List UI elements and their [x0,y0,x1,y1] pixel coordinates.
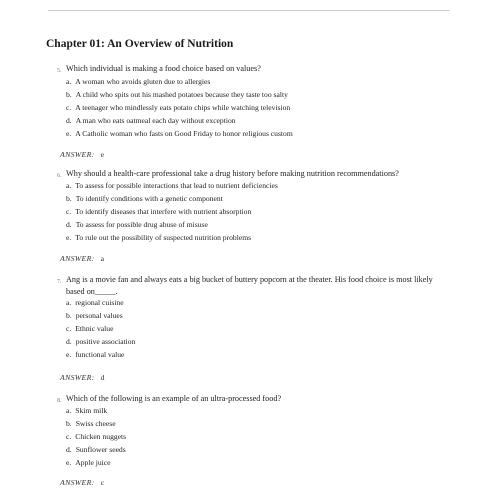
option-letter: b. [66,311,72,320]
chapter-title: Chapter 01: An Overview of Nutrition [46,38,234,50]
option-text: A child who spits out his mashed potatoes because they taste too salty [75,90,288,99]
option-text: To identify conditions with a genetic component [75,194,223,203]
answer-line [60,373,104,382]
answer-option [66,194,223,204]
answer-line [60,478,104,487]
question-text: Ang is a movie fan and always eats a big bucket of buttery popcorn at the theater. His food choice is most likely based on_____. [66,275,433,296]
question-text: Which individual is making a food choice based on values? [66,64,261,73]
answer-option [66,181,278,191]
answer-option [66,445,126,455]
answer-option [66,337,135,347]
answer-option [66,298,124,308]
option-letter: e. [66,350,72,359]
option-letter: b. [66,419,72,428]
answer-line [60,150,104,159]
option-letter: e. [66,233,72,242]
option-letter: a. [66,181,72,190]
option-letter: d. [66,337,72,346]
option-text: To rule out the possibility of suspected nutrition problems [75,233,252,242]
option-text: Chicken nuggets [75,432,127,441]
option-text: Swiss cheese [75,419,116,428]
answer-label: ANSWER: [60,478,95,487]
option-text: A teenager who mindlessly eats potato chips while watching television [75,103,291,112]
answer-value: a [100,254,105,263]
answer-option [66,103,290,113]
option-text: positive association [75,337,136,346]
option-letter: a. [66,298,72,307]
answer-option [66,311,123,321]
option-text: Ethnic value [75,324,114,333]
answer-option [66,77,210,87]
top-divider [48,10,450,11]
option-text: A woman who avoids gluten due to allergies [75,77,211,86]
answer-option [66,129,293,139]
answer-option [66,116,236,126]
answer-option [66,233,251,243]
question-number: 8. [57,398,62,404]
option-letter: e. [66,129,72,138]
question-number: 7. [57,279,62,285]
option-text: To assess for possible drug abuse of misuse [75,220,208,229]
option-letter: d. [66,445,72,454]
option-text: Apple juice [75,458,111,467]
option-letter: c. [66,103,72,112]
option-text: Sunflower seeds [75,445,126,454]
option-letter: d. [66,116,72,125]
option-text: A man who eats oatmeal each day without exception [75,116,236,125]
answer-option [66,406,107,416]
answer-label: ANSWER: [60,373,95,382]
answer-value: c [100,478,105,487]
option-letter: b. [66,90,72,99]
answer-value: e [100,150,105,159]
option-letter: b. [66,194,72,203]
answer-value: d [100,373,105,382]
option-text: regional cuisine [75,298,124,307]
option-text: personal values [75,311,123,320]
option-letter: a. [66,77,72,86]
answer-option [66,350,124,360]
answer-option [66,220,208,230]
option-letter: c. [66,324,72,333]
option-letter: c. [66,432,72,441]
answer-option [66,419,116,429]
question-text: Why should a health-care professional take a drug history before making nutrition recommendations? [66,169,399,178]
option-letter: e. [66,458,72,467]
option-text: Skim milk [75,406,108,415]
question-number: 5. [57,68,62,74]
answer-line [60,254,104,263]
answer-option [66,458,111,468]
answer-label: ANSWER: [60,150,95,159]
option-letter: c. [66,207,72,216]
answer-option [66,90,288,100]
question-number: 6. [57,173,62,179]
question-text: Which of the following is an example of an ultra-processed food? [66,394,282,403]
option-text: To assess for possible interactions that lead to nutrient deficiencies [75,181,278,190]
option-letter: a. [66,406,72,415]
option-letter: d. [66,220,72,229]
answer-option [66,432,126,442]
option-text: functional value [75,350,125,359]
option-text: A Catholic woman who fasts on Good Friday to honor religious custom [75,129,293,138]
option-text: To identify diseases that interfere with nutrient absorption [75,207,252,216]
answer-option [66,324,113,334]
answer-label: ANSWER: [60,254,95,263]
answer-option [66,207,251,217]
